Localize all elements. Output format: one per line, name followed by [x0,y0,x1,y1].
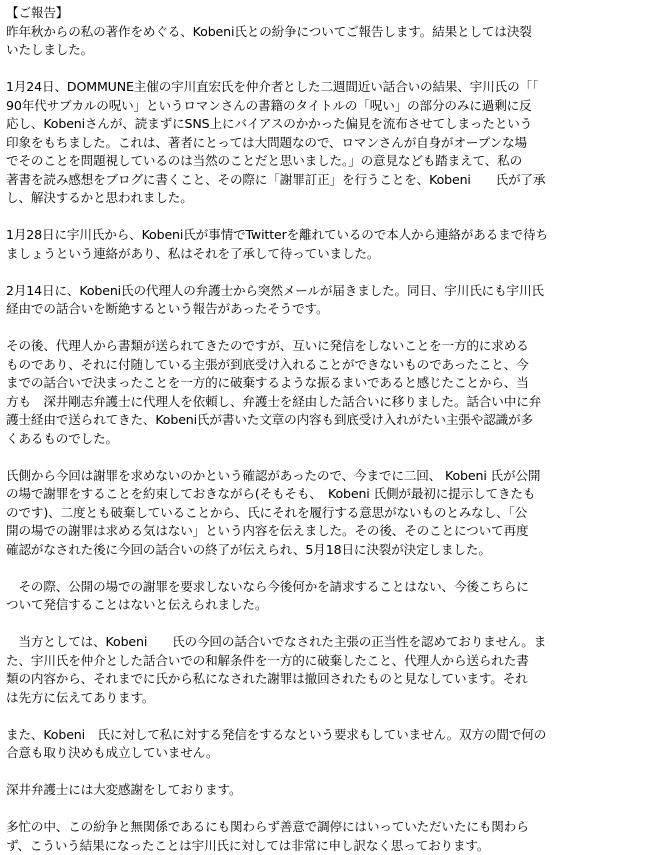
text-line: 印象をもちました。これは、著者にとっては大問題なので、ロマンさんが自身がオープンな場 [6,134,655,153]
text-line: また、Kobeni 氏に対して私に対する発信をするなという要求もしていません。双方の間で何の [6,726,655,745]
paragraph [6,633,655,707]
text-line: でそのことを問題視しているのは当然のことだと思いました。」の意見なども踏まえて、私の [6,152,655,171]
report-body [6,23,655,855]
text-line: た、宇川氏を仲介とした話合いでの和解条件を一方的に破棄したこと、代理人から送られた書 [6,652,655,671]
text-line: ましょうという連絡があり、私はそれを了承して待っていました。 [6,245,655,264]
text-line: その後、代理人から書類が送られてきたのですが、互いに発信をしないことを一方的に求める [6,337,655,356]
text-line: 当方としては、Kobeni 氏の今回の話合いでなされた主張の正当性を認めておりません。ま [6,633,655,652]
text-line: 氏側から今回は謝罪を求めないのかという確認があったので、今までに二回、 Kobeni 氏が公開 [6,467,655,486]
paragraph [6,78,655,208]
text-line: の場で謝罪をすることを約束しておきながら(そもそも、 Kobeni 氏側が最初に提示してきたも [6,485,655,504]
text-line: 開の場での謝罪は求める気はない」という内容を伝えました。その後、そのことについて再度 [6,522,655,541]
text-line: 応し、Kobeniさんが、読まずにSNS上にバイアスのかかった偏見を流布させてしまったという [6,115,655,134]
report-heading: 【ご報告】 [6,4,655,23]
paragraph [6,578,655,615]
text-line: 類の内容から、それまでに氏から私になされた謝罪は撤回されたものと見なしています。それ [6,670,655,689]
text-line: 1月28日に宇川氏から、Kobeni氏が事情でTwitterを離れているので本人から連絡があるまで待ち [6,226,655,245]
text-line: 深井弁護士には大変感謝をしております。 [6,781,655,800]
text-line: 90年代サブカルの呪い」というロマンさんの書籍のタイトルの「呪い」の部分のみに過剰に反 [6,97,655,116]
paragraph [6,337,655,448]
text-line: その際、公開の場での謝罪を要求しないなら今後何かを請求することはない、今後こちらに [6,578,655,597]
paragraph [6,467,655,560]
text-line: くあるものでした。 [6,430,655,449]
paragraph [6,818,655,855]
text-line: いたしました。 [6,41,655,60]
text-line: は先方に伝えてあります。 [6,689,655,708]
text-line: 経由での話合いを断絶するという報告があったそうです。 [6,300,655,319]
paragraph [6,781,655,800]
text-line: ず、こういう結果になったことは宇川氏に対しては非常に申し訳なく思っております。 [6,837,655,855]
text-line: までの話合いで決まったことを一方的に破棄するような振るまいであると感じたことから、当 [6,374,655,393]
text-line: 1月24日、DOMMUNE主催の宇川直宏氏を仲介者とした二週間近い話合いの結果、宇川氏の「「 [6,78,655,97]
text-line: 著書を読み感想をブログに書くこと、その際に「謝罪訂正」を行うことを、Kobeni 氏が了承 [6,171,655,190]
paragraph [6,226,655,263]
text-line: のです)、二度とも破棄していることから、氏にそれを履行する意思がないものとみなし、「公 [6,504,655,523]
paragraph [6,23,655,60]
paragraph [6,282,655,319]
text-line: し、解決するかと思われました。 [6,189,655,208]
text-line: 多忙の中、この紛争と無関係であるにも関わらず善意で調停にはいっていただいたにも関わら [6,818,655,837]
text-line: ついて発信することはないと伝えられました。 [6,596,655,615]
text-line: ものであり、それに付随している主張が到底受け入れることができないものであったこと、今 [6,356,655,375]
text-line: 昨年秋からの私の著作をめぐる、Kobeni氏との紛争についてご報告します。結果としては決裂 [6,23,655,42]
text-line: 確認がなされた後に今回の話合いの終了が伝えられ、5月18日に決裂が決定しました。 [6,541,655,560]
text-line: 護士経由で送られてきた、Kobeni氏が書いた文章の内容も到底受け入れがたい主張や認識が多 [6,411,655,430]
paragraph [6,726,655,763]
text-line: 2月14日に、Kobeni氏の代理人の弁護士から突然メールが届きました。同日、宇川氏にも宇川氏 [6,282,655,301]
text-line: 方も 深井剛志弁護士に代理人を依頼し、弁護士を経由した話合いに移りました。話合い中に弁 [6,393,655,412]
text-line: 合意も取り決めも成立していません。 [6,744,655,763]
